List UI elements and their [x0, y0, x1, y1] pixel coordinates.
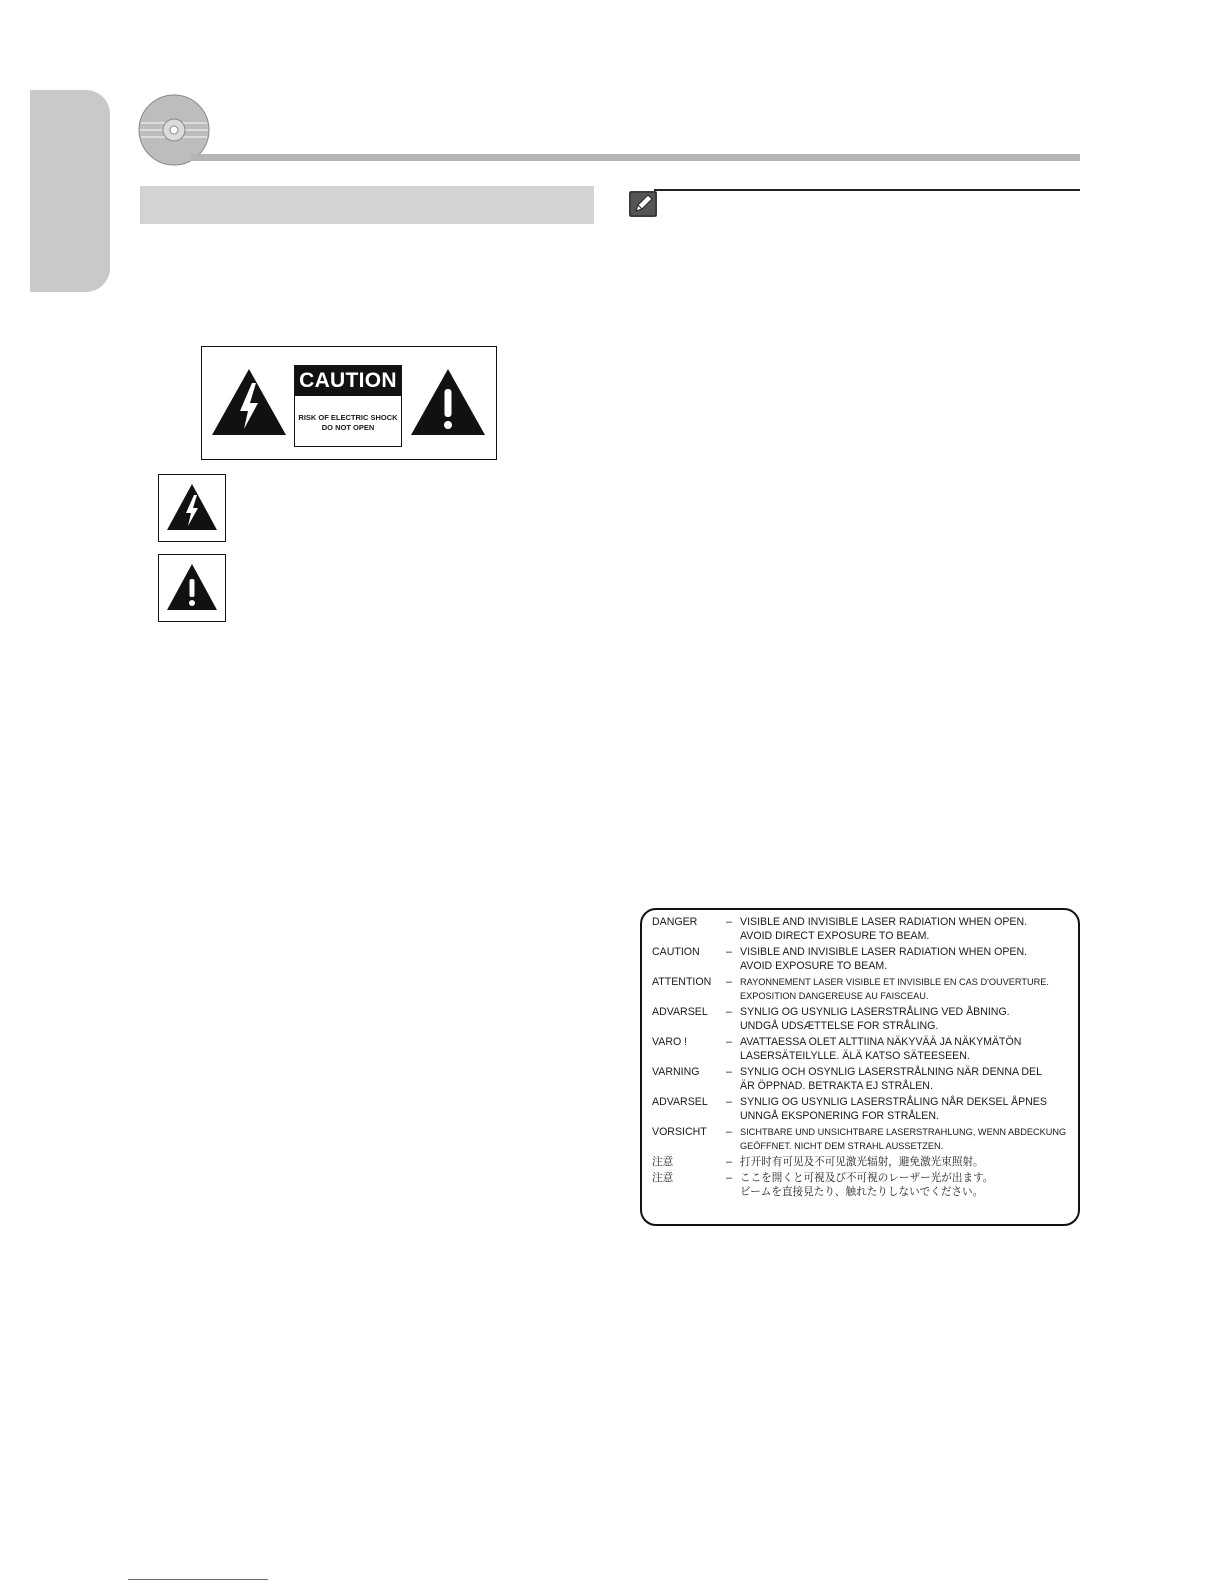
laser-row-line: EXPOSITION DANGEREUSE AU FAISCEAU.: [740, 990, 929, 1001]
caution-title: CAUTION: [295, 366, 401, 396]
laser-row-dash: –: [726, 1172, 732, 1184]
laser-row-line: UNNGÅ EKSPONERING FOR STRÅLEN.: [740, 1109, 939, 1122]
laser-row-text: [740, 1126, 1070, 1153]
caution-subtitle-line1: RISK OF ELECTRIC SHOCK: [298, 413, 398, 422]
exclamation-warning-icon: [166, 563, 218, 611]
footer-rule: [128, 1579, 268, 1580]
section-heading-bar: [140, 186, 594, 224]
laser-row-dash: –: [726, 1066, 732, 1078]
caution-center-panel: [294, 365, 402, 447]
laser-row-term: DANGER: [652, 916, 698, 928]
caution-subtitle-line2: DO NOT OPEN: [321, 423, 375, 432]
header-rule: [190, 154, 1080, 161]
laser-row-term: VORSICHT: [652, 1126, 707, 1138]
laser-row-dash: –: [726, 916, 732, 928]
laser-row-dash: –: [726, 976, 732, 988]
lightning-symbol-box: [158, 474, 226, 542]
laser-row-term: ADVARSEL: [652, 1006, 708, 1018]
exclamation-symbol-box: [158, 554, 226, 622]
laser-row-text: [740, 976, 1070, 1003]
laser-row-text: [740, 946, 1070, 973]
laser-row-dash: –: [726, 1156, 732, 1168]
laser-row-line: RAYONNEMENT LASER VISIBLE ET INVISIBLE EN CAS D'OUVERTURE.: [740, 977, 1049, 987]
laser-row-dash: –: [726, 946, 732, 958]
laser-row-line: AVOID EXPOSURE TO BEAM.: [740, 959, 888, 972]
laser-row-dash: –: [726, 1096, 732, 1108]
lightning-bolt-warning-icon: [210, 367, 288, 437]
laser-row-text: [740, 1096, 1070, 1123]
laser-row-term: ATTENTION: [652, 976, 712, 988]
laser-row-text: [740, 1156, 1070, 1170]
laser-row-text: [740, 1006, 1070, 1033]
laser-row-line: VISIBLE AND INVISIBLE LASER RADIATION WHEN OPEN.: [740, 916, 1028, 928]
laser-row-term: 注意: [652, 1172, 674, 1184]
laser-row-term: CAUTION: [652, 946, 700, 958]
laser-row-line: LASERSÄTEILYLLE. ÄLÄ KATSO SÄTEESEEN.: [740, 1049, 970, 1062]
caution-subtitle: [295, 413, 401, 433]
laser-row-line: ここを開くと可視及び不可視のレーザー光が出ます。: [740, 1172, 994, 1184]
notes-rule: [654, 189, 1080, 191]
laser-row-line: SYNLIG OG USYNLIG LASERSTRÅLING VED ÅBNING.: [740, 1006, 1010, 1018]
laser-row-line: SICHTBARE UND UNSICHTBARE LASERSTRAHLUNG, WENN ABDECKUNG: [740, 1127, 1067, 1137]
laser-row-line: AVOID DIRECT EXPOSURE TO BEAM.: [740, 929, 930, 942]
side-tab: [30, 90, 110, 292]
pencil-note-icon: [629, 191, 657, 217]
exclamation-warning-icon: [409, 367, 487, 437]
laser-row-term: VARNING: [652, 1066, 700, 1078]
laser-row-text: [740, 1036, 1070, 1063]
laser-row-line: UNDGÅ UDSÆTTELSE FOR STRÅLING.: [740, 1019, 939, 1032]
laser-row-line: GEÖFFNET. NICHT DEM STRAHL AUSSETZEN.: [740, 1140, 944, 1151]
laser-row-dash: –: [726, 1036, 732, 1048]
laser-row-line: ビームを直接見たり、触れたりしないでください。: [740, 1185, 984, 1198]
laser-row-line: 打开时有可见及不可见激光辐射，避免激光束照射。: [740, 1156, 984, 1168]
laser-row-line: SYNLIG OG USYNLIG LASERSTRÅLING NÅR DEKSEL ÅPNES: [740, 1096, 1047, 1108]
lightning-bolt-warning-icon: [166, 483, 218, 531]
laser-row-line: AVATTAESSA OLET ALTTIINA NÄKYVÄÄ JA NÄKYMÄTÖN: [740, 1036, 1022, 1048]
laser-row-dash: –: [726, 1126, 732, 1138]
laser-row-text: [740, 1172, 1070, 1199]
caution-label: [201, 346, 497, 460]
laser-row-term: VARO !: [652, 1036, 688, 1048]
laser-row-line: ÄR ÖPPNAD. BETRAKTA EJ STRÅLEN.: [740, 1079, 933, 1092]
laser-warning-label: [640, 908, 1080, 1226]
laser-row-dash: –: [726, 1006, 732, 1018]
laser-row-text: [740, 1066, 1070, 1093]
laser-row-line: VISIBLE AND INVISIBLE LASER RADIATION WHEN OPEN.: [740, 946, 1028, 958]
laser-row-text: [740, 916, 1070, 943]
laser-row-term: 注意: [652, 1156, 674, 1168]
laser-row-line: SYNLIG OCH OSYNLIG LASERSTRÅLNING NÄR DENNA DEL: [740, 1066, 1042, 1078]
laser-row-term: ADVARSEL: [652, 1096, 708, 1108]
